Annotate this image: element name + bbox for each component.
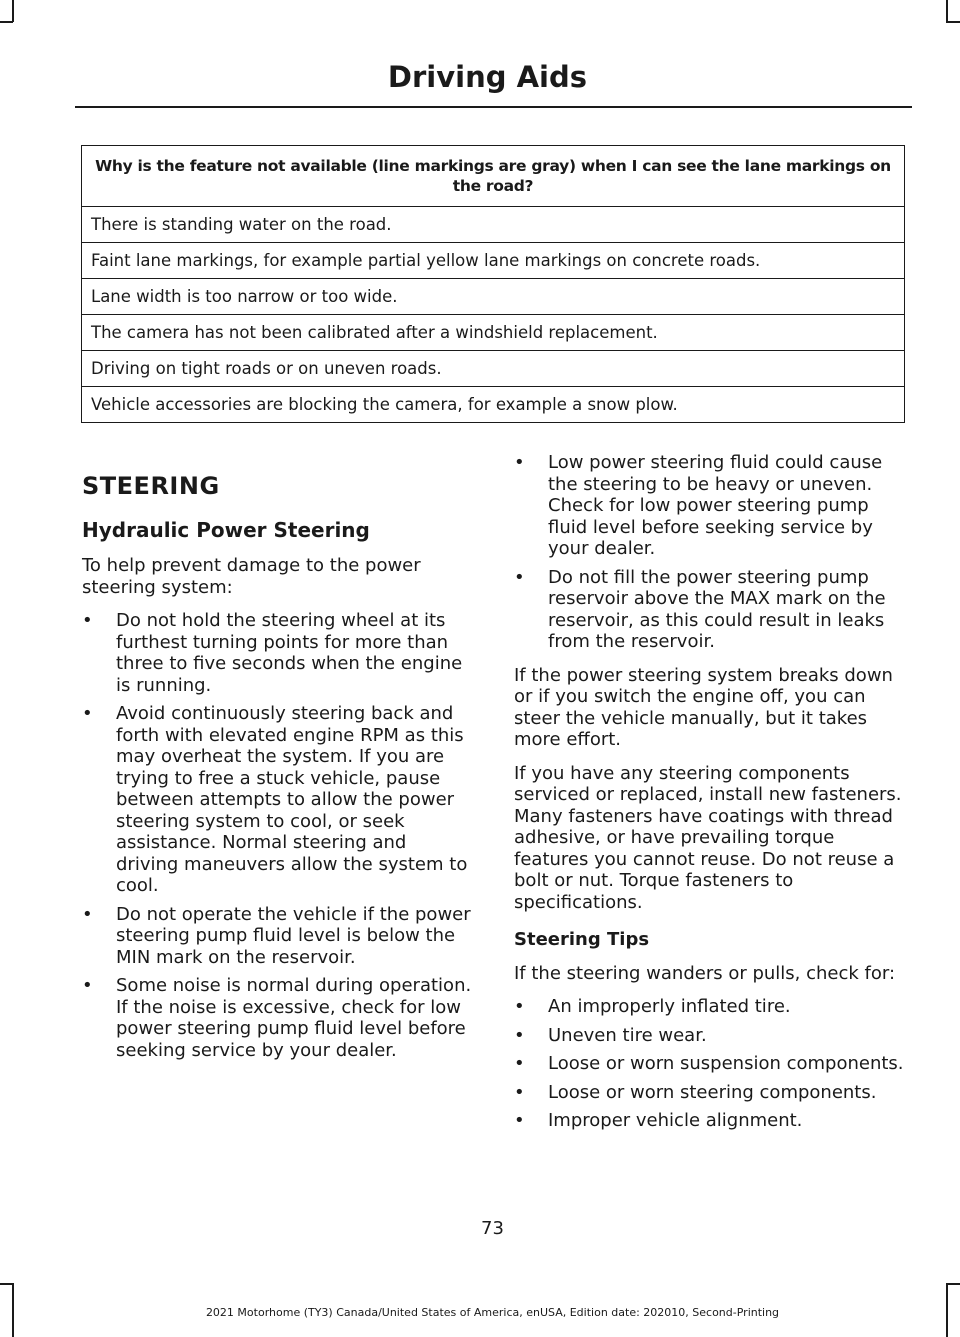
list-item bbox=[514, 1110, 906, 1132]
bullet-icon: • bbox=[514, 566, 525, 588]
bullet-icon: • bbox=[82, 975, 93, 996]
header-rule bbox=[75, 106, 912, 108]
footer-edition-info: 2021 Motorhome (TY3) Canada/United States of America, enUSA, Edition date: 202010, Second-Printing bbox=[205, 1306, 780, 1319]
list-item-text: Do not operate the vehicle if the power steering pump fluid level is below the MIN mark on the reservoir. bbox=[116, 903, 471, 968]
bullet-icon: • bbox=[514, 452, 525, 473]
crop-mark-top-right-h bbox=[946, 21, 960, 23]
crop-mark-bottom-left-h bbox=[0, 1283, 13, 1285]
list-item bbox=[82, 904, 474, 969]
list-item bbox=[514, 1025, 906, 1047]
list-item-text: Avoid continuously steering back and forth with elevated engine RPM as this may overheat the system. If you are trying to free a stuck vehicle, pause between attempts to allow the power steering system to cool, or seek assistance. Normal steering and driving maneuvers allow the system to cool. bbox=[116, 703, 468, 896]
table-row: Faint lane markings, for example partial yellow lane markings on concrete roads. bbox=[82, 243, 905, 279]
table-header: Why is the feature not available (line markings are gray) when I can see the lane markings on the road? bbox=[82, 146, 905, 207]
list-item-text: An improperly inflated tire. bbox=[548, 996, 791, 1017]
list-item bbox=[82, 610, 474, 696]
list-item-text: Some noise is normal during operation. If the noise is excessive, check for low power steering pump fluid level before seeking service by your dealer. bbox=[116, 975, 472, 1061]
subheading-hydraulic-power-steering: Hydraulic Power Steering bbox=[82, 517, 370, 542]
tips-intro: If the steering wanders or pulls, check for: bbox=[514, 962, 896, 984]
list-item-text: Do not fill the power steering pump reservoir above the MAX mark on the reservoir, as this could result in leaks from the reservoir. bbox=[548, 566, 886, 652]
page-header-title: Driving Aids bbox=[387, 60, 587, 94]
subheading-steering-tips: Steering Tips bbox=[514, 929, 650, 950]
page-number: 73 bbox=[481, 1218, 504, 1239]
list-item-text: Low power steering fluid could cause the steering to be heavy or uneven. Check for low power steering pump fluid level before seeking service by your dealer. bbox=[548, 452, 883, 559]
crop-mark-top-left-v bbox=[12, 0, 14, 22]
list-item-text: Improper vehicle alignment. bbox=[548, 1110, 803, 1131]
steering-precautions-list bbox=[82, 610, 474, 1061]
steering-tips-list bbox=[514, 996, 906, 1132]
list-item bbox=[82, 703, 474, 897]
list-item bbox=[514, 1082, 906, 1104]
bullet-icon: • bbox=[82, 703, 93, 724]
bullet-icon: • bbox=[514, 996, 525, 1017]
list-item bbox=[514, 1053, 906, 1075]
bullet-icon: • bbox=[514, 1053, 525, 1074]
bullet-icon: • bbox=[82, 903, 93, 925]
bullet-icon: • bbox=[514, 1110, 525, 1131]
intro-paragraph: To help prevent damage to the power steering system: bbox=[82, 555, 421, 598]
left-column bbox=[82, 465, 474, 1073]
breakdown-paragraph: If the power steering system breaks down or if you switch the engine off, you can steer the vehicle manually, but it takes more effort. bbox=[514, 664, 893, 750]
crop-mark-bottom-right-h bbox=[946, 1283, 960, 1285]
table-row: Vehicle accessories are blocking the camera, for example a snow plow. bbox=[82, 387, 905, 423]
list-item bbox=[514, 452, 906, 560]
table-row: The camera has not been calibrated after a windshield replacement. bbox=[82, 315, 905, 351]
list-item-text: Loose or worn suspension components. bbox=[548, 1053, 904, 1074]
fasteners-paragraph: If you have any steering components serviced or replaced, install new fasteners. Many fasteners have coatings with thread adhesive, or have prevailing torque features you cannot reuse. Do not reuse a bolt or nut. Torque fasteners to specifications. bbox=[514, 762, 902, 913]
list-item-text: Loose or worn steering components. bbox=[548, 1081, 877, 1103]
bullet-icon: • bbox=[514, 1081, 525, 1103]
table-row: Driving on tight roads or on uneven roads. bbox=[82, 351, 905, 387]
crop-mark-top-right-v bbox=[946, 0, 948, 22]
list-item bbox=[514, 996, 906, 1018]
table-row: Lane width is too narrow or too wide. bbox=[82, 279, 905, 315]
right-column bbox=[514, 452, 906, 1144]
lane-marking-faq-table bbox=[81, 145, 905, 423]
list-item bbox=[82, 975, 474, 1061]
crop-mark-top-left-h bbox=[0, 21, 13, 23]
list-item bbox=[514, 567, 906, 653]
bullet-icon: • bbox=[514, 1024, 525, 1046]
bullet-icon: • bbox=[82, 610, 93, 631]
fluid-precautions-list bbox=[514, 452, 906, 653]
list-item-text: Do not hold the steering wheel at its furthest turning points for more than three to five seconds when the engine is running. bbox=[116, 610, 463, 696]
section-heading-steering: STEERING bbox=[82, 472, 220, 500]
table-row: There is standing water on the road. bbox=[82, 207, 905, 243]
list-item-text: Uneven tire wear. bbox=[548, 1024, 707, 1046]
